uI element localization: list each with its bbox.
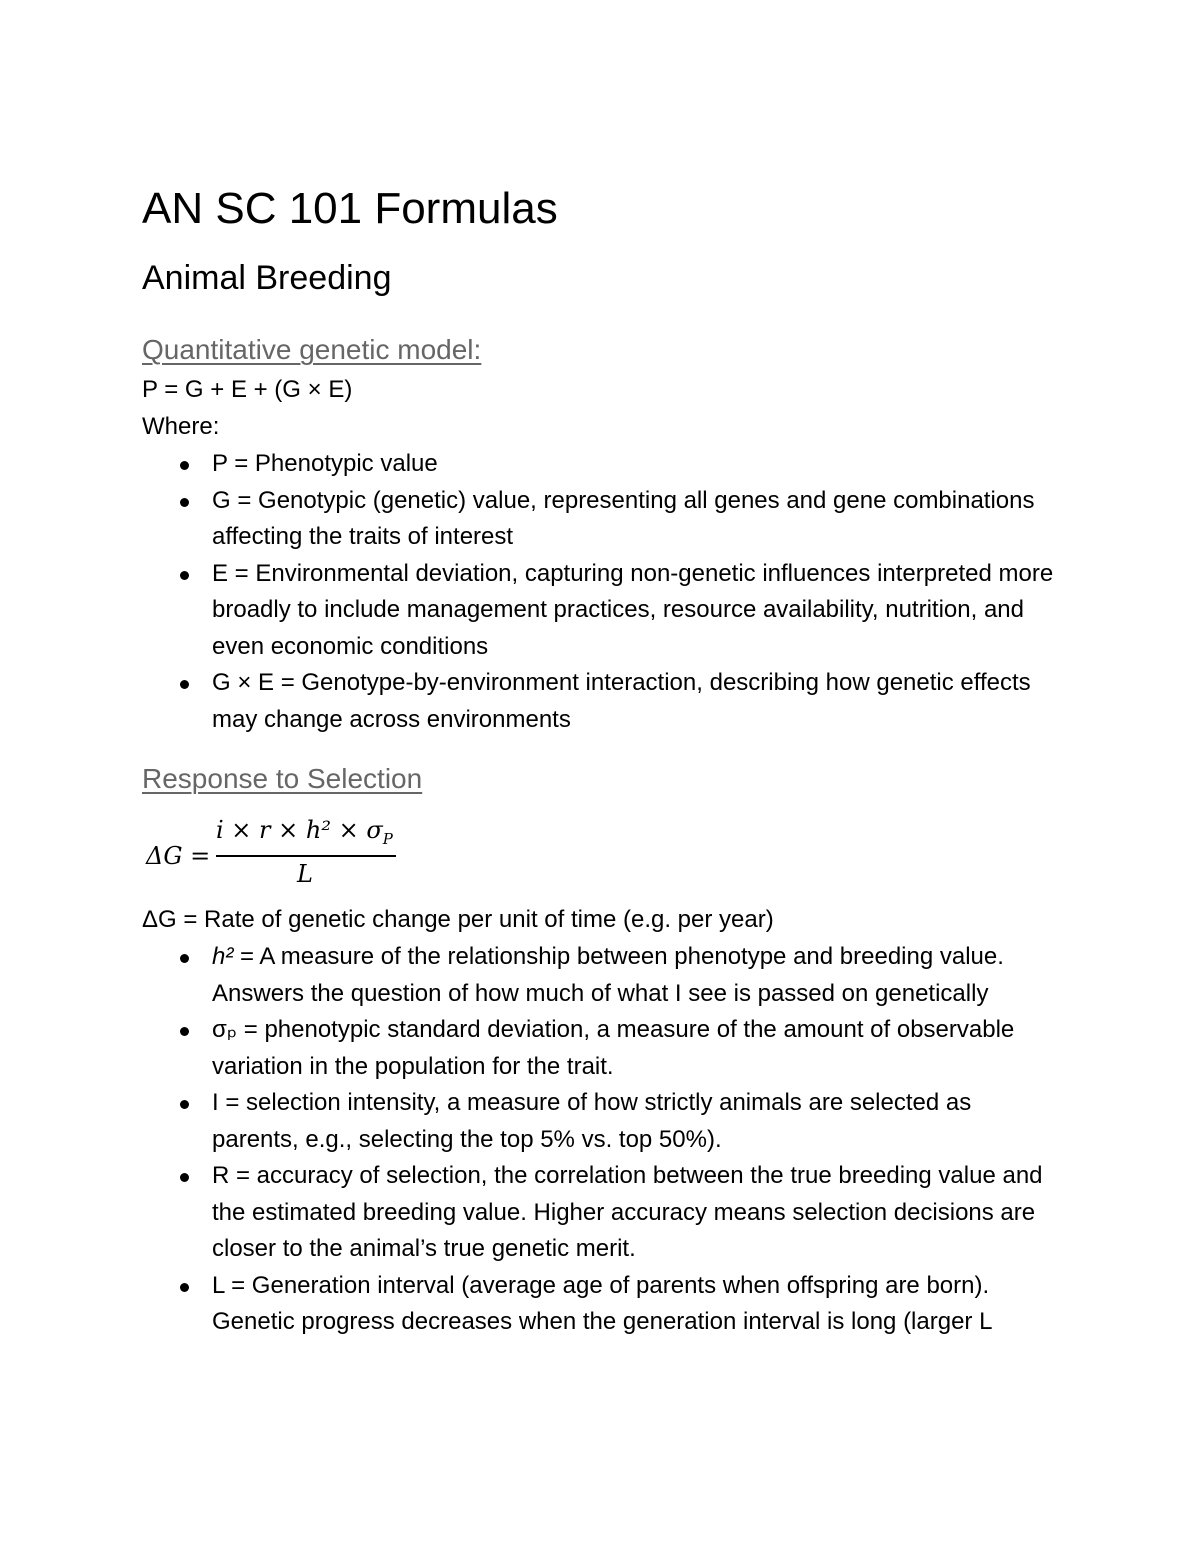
list-item xyxy=(142,1085,1062,1158)
list-item xyxy=(142,939,1062,1012)
formula-denominator: L xyxy=(297,860,313,888)
list-item-text: P = Phenotypic value xyxy=(212,450,438,477)
list-item-text: = A measure of the relationship between phenotype and breeding value. Answers the question of how much of what I see is passed on genetically xyxy=(212,943,1004,1007)
formula-numerator-subscript: P xyxy=(382,829,393,848)
list-item xyxy=(142,1268,1062,1341)
bullet-icon xyxy=(180,954,189,963)
delta-g-definition: ΔG = Rate of genetic change per unit of time (e.g. per year) xyxy=(142,906,774,933)
document-subtitle: Animal Breeding xyxy=(142,259,392,297)
list-item-text: I = selection intensity, a measure of how strictly animals are selected as parents, e.g., selecting the top 5% vs. top 50%). xyxy=(212,1089,972,1153)
list-item xyxy=(142,556,1062,666)
section-heading-response-to-selection: Response to Selection xyxy=(142,763,423,794)
bullet-icon xyxy=(180,461,189,470)
heritability-symbol: h² xyxy=(212,943,234,970)
list-item-text: E = Environmental deviation, capturing non-genetic influences interpreted more broadly to include management practices, resource availability, nutrition, and even economic conditions xyxy=(212,559,1054,660)
list-item xyxy=(142,1012,1062,1085)
list-item xyxy=(142,665,1062,738)
formula-numerator-text: i × r × h² × σ xyxy=(216,816,383,844)
list-item xyxy=(142,483,1062,556)
bullet-icon xyxy=(180,498,189,507)
list-item xyxy=(142,1158,1062,1268)
document-title: AN SC 101 Formulas xyxy=(142,184,558,233)
model-equation: P = G + E + (G × E) xyxy=(142,376,353,403)
list-item xyxy=(142,446,1062,483)
list-item-text: σₚ = phenotypic standard deviation, a measure of the amount of observable variation in the population for the trait. xyxy=(212,1016,1015,1080)
section-heading-quantitative-model: Quantitative genetic model: xyxy=(142,334,482,365)
response-formula xyxy=(146,812,406,892)
bullet-icon xyxy=(180,1283,189,1292)
list-item-text: G × E = Genotype-by-environment interaction, describing how genetic effects may change across environments xyxy=(212,669,1031,733)
bullet-icon xyxy=(180,1100,189,1109)
formula-numerator xyxy=(216,816,393,848)
where-label: Where: xyxy=(142,413,220,440)
fraction-bar xyxy=(216,855,396,857)
bullet-icon xyxy=(180,571,189,580)
model-definitions-list xyxy=(142,446,1062,738)
bullet-icon xyxy=(180,1173,189,1182)
bullet-icon xyxy=(180,680,189,689)
selection-definitions-list xyxy=(142,939,1062,1341)
formula-lhs: ΔG = xyxy=(146,842,211,870)
list-item-text: G = Genotypic (genetic) value, representing all genes and gene combinations affecting the traits of interest xyxy=(212,486,1035,550)
list-item-text: L = Generation interval (average age of parents when offspring are born). Genetic progress decreases when the generation interval is long (larger L xyxy=(212,1271,993,1335)
bullet-icon xyxy=(180,1027,189,1036)
list-item-text: R = accuracy of selection, the correlation between the true breeding value and the estimated breeding value. Higher accuracy means selection decisions are closer to the animal’s true genetic merit. xyxy=(212,1162,1043,1262)
